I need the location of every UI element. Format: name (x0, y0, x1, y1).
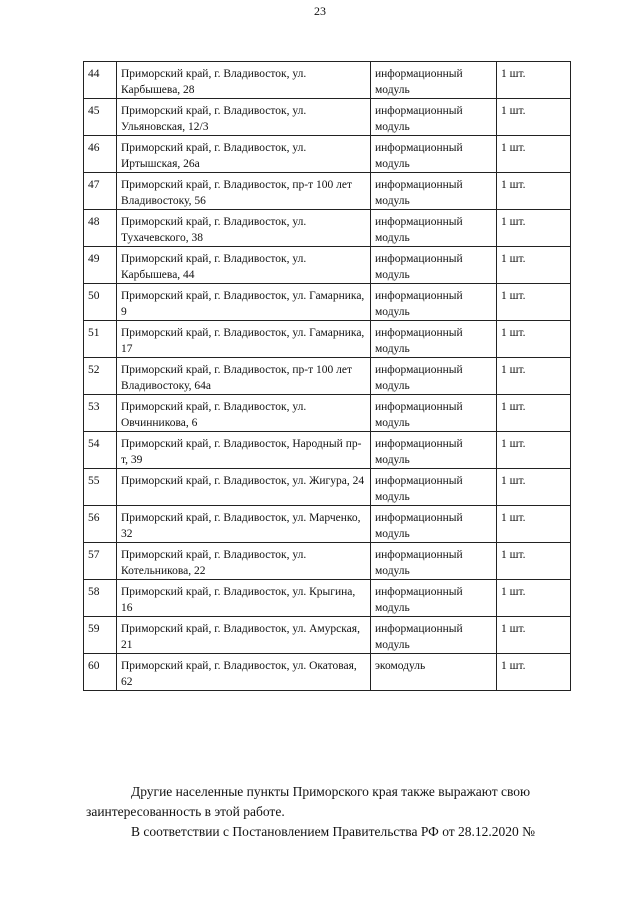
row-address: Приморский край, г. Владивосток, ул. Карбышева, 44 (117, 247, 371, 284)
row-type: информационный модуль (371, 210, 497, 247)
row-type: информационный модуль (371, 432, 497, 469)
table-row (84, 136, 571, 173)
table-row (84, 62, 571, 99)
table-row (84, 654, 571, 691)
row-number: 48 (84, 210, 117, 247)
table-row (84, 321, 571, 358)
table-body (84, 62, 571, 691)
table-row (84, 173, 571, 210)
row-address: Приморский край, г. Владивосток, Народный пр-т, 39 (117, 432, 371, 469)
table-row (84, 506, 571, 543)
row-address: Приморский край, г. Владивосток, ул. Гамарника, 17 (117, 321, 371, 358)
row-address: Приморский край, г. Владивосток, ул. Овчинникова, 6 (117, 395, 371, 432)
row-quantity: 1 шт. (497, 395, 571, 432)
row-number: 57 (84, 543, 117, 580)
modules-table (83, 61, 571, 691)
row-number: 55 (84, 469, 117, 506)
row-quantity: 1 шт. (497, 469, 571, 506)
row-quantity: 1 шт. (497, 580, 571, 617)
row-quantity: 1 шт. (497, 284, 571, 321)
row-quantity: 1 шт. (497, 210, 571, 247)
paragraph-1-line-1: Другие населенные пункты Приморского края также выражают свою (131, 784, 531, 799)
paragraph-1-line-2: заинтересованность в этой работе. (86, 804, 285, 819)
row-type: информационный модуль (371, 247, 497, 284)
page-number: 23 (314, 4, 326, 18)
table-row (84, 247, 571, 284)
row-number: 60 (84, 654, 117, 691)
row-quantity: 1 шт. (497, 617, 571, 654)
table-row (84, 580, 571, 617)
row-address: Приморский край, г. Владивосток, ул. Гамарника, 9 (117, 284, 371, 321)
row-number: 47 (84, 173, 117, 210)
row-quantity: 1 шт. (497, 99, 571, 136)
table-row (84, 543, 571, 580)
row-number: 58 (84, 580, 117, 617)
row-type: информационный модуль (371, 543, 497, 580)
row-quantity: 1 шт. (497, 173, 571, 210)
table-row (84, 99, 571, 136)
row-number: 44 (84, 62, 117, 99)
row-type: информационный модуль (371, 321, 497, 358)
row-address: Приморский край, г. Владивосток, пр-т 100 лет Владивостоку, 64а (117, 358, 371, 395)
row-type: информационный модуль (371, 358, 497, 395)
row-number: 56 (84, 506, 117, 543)
row-number: 45 (84, 99, 117, 136)
row-quantity: 1 шт. (497, 432, 571, 469)
row-address: Приморский край, г. Владивосток, пр-т 100 лет Владивостоку, 56 (117, 173, 371, 210)
table-row (84, 469, 571, 506)
row-address: Приморский край, г. Владивосток, ул. Окатовая, 62 (117, 654, 371, 691)
row-number: 50 (84, 284, 117, 321)
row-number: 52 (84, 358, 117, 395)
row-address: Приморский край, г. Владивосток, ул. Тухачевского, 38 (117, 210, 371, 247)
row-address: Приморский край, г. Владивосток, ул. Амурская, 21 (117, 617, 371, 654)
row-type: информационный модуль (371, 469, 497, 506)
row-type: информационный модуль (371, 62, 497, 99)
row-quantity: 1 шт. (497, 136, 571, 173)
row-quantity: 1 шт. (497, 506, 571, 543)
table-row (84, 432, 571, 469)
row-type: информационный модуль (371, 99, 497, 136)
row-type: информационный модуль (371, 506, 497, 543)
table-row (84, 210, 571, 247)
row-address: Приморский край, г. Владивосток, ул. Котельникова, 22 (117, 543, 371, 580)
row-type: информационный модуль (371, 284, 497, 321)
row-address: Приморский край, г. Владивосток, ул. Ульяновская, 12/3 (117, 99, 371, 136)
row-address: Приморский край, г. Владивосток, ул. Жигура, 24 (117, 469, 371, 506)
row-quantity: 1 шт. (497, 321, 571, 358)
table-row (84, 358, 571, 395)
row-quantity: 1 шт. (497, 543, 571, 580)
row-number: 54 (84, 432, 117, 469)
row-type: информационный модуль (371, 173, 497, 210)
row-address: Приморский край, г. Владивосток, ул. Крыгина, 16 (117, 580, 371, 617)
row-quantity: 1 шт. (497, 358, 571, 395)
row-quantity: 1 шт. (497, 247, 571, 284)
row-address: Приморский край, г. Владивосток, ул. Карбышева, 28 (117, 62, 371, 99)
table-row (84, 284, 571, 321)
row-type: информационный модуль (371, 395, 497, 432)
row-type: информационный модуль (371, 136, 497, 173)
table-row (84, 395, 571, 432)
paragraph-2: В соответствии с Постановлением Правительства РФ от 28.12.2020 № (131, 824, 536, 839)
row-number: 46 (84, 136, 117, 173)
row-quantity: 1 шт. (497, 62, 571, 99)
row-number: 53 (84, 395, 117, 432)
row-quantity: 1 шт. (497, 654, 571, 691)
row-number: 51 (84, 321, 117, 358)
row-number: 49 (84, 247, 117, 284)
row-number: 59 (84, 617, 117, 654)
row-type: экомодуль (371, 654, 497, 691)
row-type: информационный модуль (371, 580, 497, 617)
row-type: информационный модуль (371, 617, 497, 654)
table-row (84, 617, 571, 654)
row-address: Приморский край, г. Владивосток, ул. Марченко, 32 (117, 506, 371, 543)
row-address: Приморский край, г. Владивосток, ул. Иртышская, 26а (117, 136, 371, 173)
